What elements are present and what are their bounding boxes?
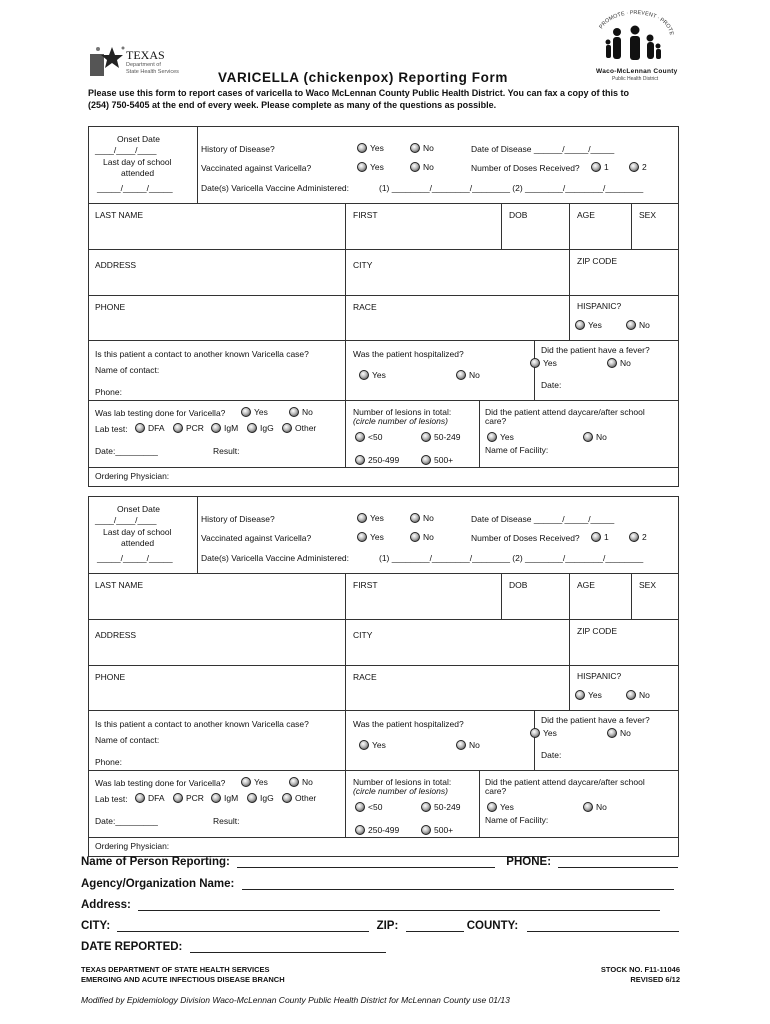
date-of-disease-field[interactable]: Date of Disease ______/_____/_____ [471,144,615,154]
hispanic-no-option[interactable]: No [626,690,650,700]
other-option[interactable]: Other [282,793,316,803]
contact-question-label: Is this patient a contact to another known Varicella case? [95,719,309,729]
hospitalized-label: Was the patient hospitalized? [353,719,464,729]
igm-option[interactable]: IgM [211,793,238,803]
fever-date-field[interactable]: Date: [541,380,562,390]
texas-dshs-logo [88,44,184,80]
daycare-no-option[interactable]: No [583,802,607,812]
radio-icon[interactable] [241,407,251,417]
lesions-50-249-option[interactable]: 50-249 [421,432,460,442]
lab-testing-label: Was lab testing done for Varicella? [95,408,226,418]
lab-test-label: Lab test: [95,424,128,434]
fever-yes-option[interactable]: Yes [530,358,557,368]
zip-code-label: ZIP CODE [577,256,617,266]
radio-icon[interactable] [410,513,420,523]
district-logo [590,8,680,84]
contact-question-label: Is this patient a contact to another known Varicella case? [95,349,309,359]
name-reporting-row [81,856,678,868]
lab-date-field[interactable]: Date:_________ [95,816,158,826]
name-of-contact-field[interactable]: Name of contact: [95,365,160,375]
radio-icon[interactable] [626,320,636,330]
lesions-500-option[interactable]: 500+ [421,455,453,465]
district-arc-text: PROMOTE · PREVENT · PROTE [598,9,675,36]
facility-field[interactable]: Name of Facility: [485,815,549,825]
lesions-sublabel: (circle number of lesions) [353,416,448,426]
vaccinated-label: Vaccinated against Varicella? [201,533,312,543]
vaccinated-no-option[interactable]: No [410,532,434,542]
hispanic-yes-option[interactable]: Yes [575,690,602,700]
dose-2-option[interactable]: 2 [629,532,647,542]
address-label: ADDRESS [95,630,137,640]
dept-line2: EMERGING AND ACUTE INFECTIOUS DISEASE BRANCH [81,975,285,984]
radio-icon[interactable] [289,407,299,417]
history-of-disease-label: History of Disease? [201,144,275,154]
pcr-option[interactable]: PCR [173,793,204,803]
lab-no-option[interactable]: No [289,777,313,787]
radio-icon[interactable] [456,740,466,750]
radio-icon[interactable] [355,802,365,812]
revised-date: REVISED 6/12 [630,975,680,984]
daycare-yes-option[interactable]: Yes [487,432,514,442]
last-day-school-label2: attended [121,168,155,178]
footer-zip-label: ZIP: [376,920,399,932]
hospitalized-yes-option[interactable]: Yes [359,370,386,380]
date-reported-row [81,941,386,953]
daycare-no-option[interactable]: No [583,432,607,442]
date-reported-label: DATE REPORTED: [81,941,183,953]
radio-icon[interactable] [530,728,540,738]
radio-icon[interactable] [591,162,601,172]
address-row [81,899,660,911]
radio-icon[interactable] [241,777,251,787]
agency-label: Agency/Organization Name: [81,878,235,890]
radio-icon[interactable] [607,358,617,368]
radio-icon[interactable] [575,320,585,330]
number-of-doses-label: Number of Doses Received? [471,163,580,173]
address-label: ADDRESS [95,260,137,270]
onset-date-label: Onset Date [117,134,160,144]
hispanic-no-option[interactable]: No [626,320,650,330]
igg-option[interactable]: IgG [247,793,274,803]
tx-logo-sub2: State Health Services [126,69,179,75]
district-sub: Public Health District [612,76,659,82]
lab-test-label: Lab test: [95,794,128,804]
lesions-500-option[interactable]: 500+ [421,825,453,835]
hospitalized-no-option[interactable]: No [456,370,480,380]
radio-icon[interactable] [357,143,367,153]
onset-date-label: Onset Date [117,504,160,514]
radio-icon[interactable] [359,370,369,380]
ordering-physician-field[interactable]: Ordering Physician: [95,471,170,481]
vaccinated-yes-option[interactable]: Yes [357,532,384,542]
hospitalized-no-option[interactable]: No [456,740,480,750]
lesions-label: Number of lesions in total: [353,777,452,787]
first-name-label: FIRST [353,210,378,220]
case-section [88,126,679,487]
ordering-physician-field[interactable]: Ordering Physician: [95,841,170,851]
last-day-school-label: Last day of school [103,157,172,167]
case-section [88,496,679,857]
footer-zip-field[interactable] [406,921,464,932]
radio-icon[interactable] [410,532,420,542]
hospitalized-label: Was the patient hospitalized? [353,349,464,359]
instructions-line2: (254) 750-5405 at the end of every week. Please complete as many of the questions as possible. [88,100,497,110]
radio-icon[interactable] [282,793,292,803]
agency-row [81,878,674,890]
date-reported-field[interactable] [190,942,386,953]
name-reporting-field[interactable] [237,857,495,868]
lesions-250-499-option[interactable]: 250-499 [355,825,399,835]
agency-field[interactable] [242,879,674,890]
radio-icon[interactable] [607,728,617,738]
number-of-doses-label: Number of Doses Received? [471,533,580,543]
footer-city-field[interactable] [117,921,369,932]
radio-icon[interactable] [629,532,639,542]
daycare-label2: care? [485,786,507,796]
footer-address-label: Address: [81,899,131,911]
contact-phone-field[interactable]: Phone: [95,387,122,397]
lab-yes-option[interactable]: Yes [241,777,268,787]
date-of-disease-field[interactable]: Date of Disease ______/_____/_____ [471,514,615,524]
dfa-option[interactable]: DFA [135,423,165,433]
lesions-lt50-option[interactable]: <50 [355,802,382,812]
name-of-contact-field[interactable]: Name of contact: [95,735,160,745]
lesions-250-499-option[interactable]: 250-499 [355,455,399,465]
last-day-school-field[interactable]: _____/_____/_____ [97,183,173,193]
reporter-phone-label: PHONE: [506,856,552,868]
vaccinated-no-option[interactable]: No [410,162,434,172]
race-label: RACE [353,672,377,682]
lesions-label: Number of lesions in total: [353,407,452,417]
radio-icon[interactable] [135,423,145,433]
radio-icon[interactable] [247,423,257,433]
hospitalized-yes-option[interactable]: Yes [359,740,386,750]
radio-icon[interactable] [247,793,257,803]
history-yes-option[interactable]: Yes [357,513,384,523]
modified-note: Modified by Epidemiology Division Waco-McLennan County Public Health District for McLennan County use 01/13 [81,995,510,1005]
radio-icon[interactable] [421,455,431,465]
history-yes-option[interactable]: Yes [357,143,384,153]
lesions-lt50-option[interactable]: <50 [355,432,382,442]
other-option[interactable]: Other [282,423,316,433]
fever-label: Did the patient have a fever? [541,345,650,355]
daycare-label2: care? [485,416,507,426]
phone-label: PHONE [95,672,126,682]
radio-icon[interactable] [421,825,431,835]
radio-icon[interactable] [583,802,593,812]
pcr-option[interactable]: PCR [173,423,204,433]
last-day-school-label2: attended [121,538,155,548]
tx-logo-text: TEXAS [126,48,165,62]
dob-label: DOB [509,580,528,590]
radio-icon[interactable] [629,162,639,172]
footer-address-field[interactable] [138,900,660,911]
dose-1-option[interactable]: 1 [591,162,609,172]
lesions-sublabel: (circle number of lesions) [353,786,448,796]
last-name-label: LAST NAME [95,580,144,590]
radio-icon[interactable] [282,423,292,433]
radio-icon[interactable] [359,740,369,750]
radio-icon[interactable] [211,793,221,803]
lab-testing-label: Was lab testing done for Varicella? [95,778,226,788]
result-field[interactable]: Result: [213,446,240,456]
radio-icon[interactable] [357,532,367,542]
radio-icon[interactable] [211,423,221,433]
sex-label: SEX [639,580,657,590]
radio-icon[interactable] [355,432,365,442]
phone-label: PHONE [95,302,126,312]
radio-icon[interactable] [591,532,601,542]
lab-yes-option[interactable]: Yes [241,407,268,417]
lab-date-field[interactable]: Date:_________ [95,446,158,456]
vaccine-dates-field[interactable]: (1) ________/________/________ (2) ________/________/________ [379,183,644,193]
radio-icon[interactable] [487,802,497,812]
hispanic-label: HISPANIC? [577,671,622,681]
fever-no-option[interactable]: No [607,728,631,738]
radio-icon[interactable] [357,513,367,523]
dept-line1: TEXAS DEPARTMENT OF STATE HEALTH SERVICES [81,965,270,974]
radio-icon[interactable] [173,423,183,433]
lab-no-option[interactable]: No [289,407,313,417]
contact-phone-field[interactable]: Phone: [95,757,122,767]
footer-county-field[interactable] [527,921,679,932]
last-day-school-label: Last day of school [103,527,172,537]
city-label: CITY [353,260,373,270]
radio-icon[interactable] [355,455,365,465]
fever-yes-option[interactable]: Yes [530,728,557,738]
result-field[interactable]: Result: [213,816,240,826]
radio-icon[interactable] [135,793,145,803]
reporter-phone-field[interactable] [558,857,678,868]
history-no-option[interactable]: No [410,513,434,523]
dose-1-option[interactable]: 1 [591,532,609,542]
facility-field[interactable]: Name of Facility: [485,445,549,455]
daycare-label: Did the patient attend daycare/after school [485,777,645,787]
radio-icon[interactable] [410,143,420,153]
vaccinated-yes-option[interactable]: Yes [357,162,384,172]
instructions-line1: Please use this form to report cases of varicella to Waco McLennan County Public Health District. You can fax a copy of this to [88,88,629,98]
radio-icon[interactable] [626,690,636,700]
race-label: RACE [353,302,377,312]
vaccine-dates-label: Date(s) Varicella Vaccine Administered: [201,553,350,563]
radio-icon[interactable] [355,825,365,835]
lesions-50-249-option[interactable]: 50-249 [421,802,460,812]
city-zip-county-row [81,920,679,932]
daycare-label: Did the patient attend daycare/after school [485,407,645,417]
radio-icon[interactable] [487,432,497,442]
radio-icon[interactable] [421,802,431,812]
district-name: Waco-McLennan County [596,68,678,75]
igg-option[interactable]: IgG [247,423,274,433]
history-no-option[interactable]: No [410,143,434,153]
fever-date-field[interactable]: Date: [541,750,562,760]
radio-icon[interactable] [410,162,420,172]
history-of-disease-label: History of Disease? [201,514,275,524]
radio-icon[interactable] [289,777,299,787]
fever-label: Did the patient have a fever? [541,715,650,725]
last-day-school-field[interactable]: _____/_____/_____ [97,553,173,563]
radio-icon[interactable] [357,162,367,172]
age-label: AGE [577,580,595,590]
radio-icon[interactable] [530,358,540,368]
vaccine-dates-label: Date(s) Varicella Vaccine Administered: [201,183,350,193]
footer-county-label: COUNTY: [466,920,519,932]
radio-icon[interactable] [421,432,431,442]
sex-label: SEX [639,210,657,220]
zip-code-label: ZIP CODE [577,626,617,636]
hispanic-yes-option[interactable]: Yes [575,320,602,330]
family-icon [590,8,680,66]
igm-option[interactable]: IgM [211,423,238,433]
dose-2-option[interactable]: 2 [629,162,647,172]
name-reporting-label: Name of Person Reporting: [81,856,230,868]
fever-no-option[interactable]: No [607,358,631,368]
radio-icon[interactable] [456,370,466,380]
stock-number: STOCK NO. F11-11046 [600,965,680,974]
daycare-yes-option[interactable]: Yes [487,802,514,812]
radio-icon[interactable] [575,690,585,700]
first-name-label: FIRST [353,580,378,590]
tx-logo-sub1: Department of [126,62,161,68]
hispanic-label: HISPANIC? [577,301,622,311]
onset-date-field[interactable]: ____/____/____ [95,515,157,525]
radio-icon[interactable] [173,793,183,803]
last-name-label: LAST NAME [95,210,144,220]
dfa-option[interactable]: DFA [135,793,165,803]
texas-star-icon [88,44,128,78]
radio-icon[interactable] [583,432,593,442]
city-label: CITY [353,630,373,640]
page-title: VARICELLA (chickenpox) Reporting Form [218,70,508,85]
vaccinated-label: Vaccinated against Varicella? [201,163,312,173]
onset-date-field[interactable]: ____/____/____ [95,145,157,155]
age-label: AGE [577,210,595,220]
dob-label: DOB [509,210,528,220]
footer-city-label: CITY: [81,920,111,932]
vaccine-dates-field[interactable]: (1) ________/________/________ (2) ________/________/________ [379,553,644,563]
